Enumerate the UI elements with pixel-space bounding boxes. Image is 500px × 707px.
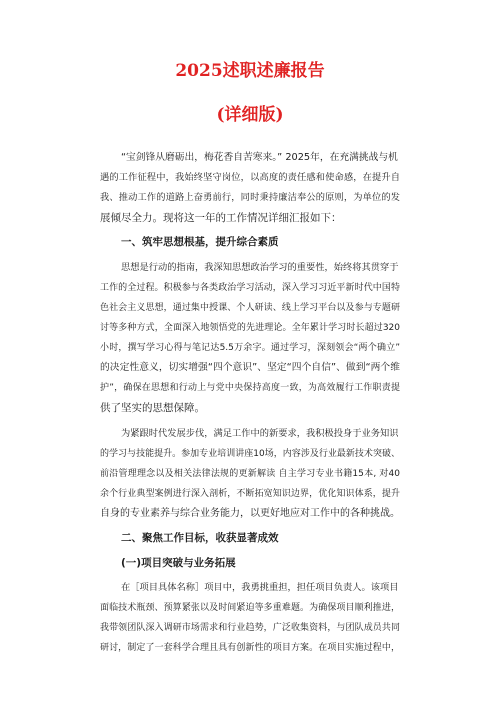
paragraph-line: 面临技术瓶颈、预算紧张以及时间紧迫等多重难题。为确保项目顺利推进， xyxy=(100,603,400,613)
paragraph-line: 我、推动工作的道路上奋勇前行，同时秉持廉洁奉公的原则，为单位的发 xyxy=(100,192,400,203)
paragraph-line: “宝剑锋从磨砺出，梅花香自苦寒来。” 2025年，在充满挑战与机 xyxy=(121,152,398,163)
paragraph-line: 色社会主义思想，通过集中授课、个人研读、线上学习平台以及参与专题研 xyxy=(100,303,400,313)
paragraph-line: 自身的专业素养与综合业务能力，以更好地应对工作中的各种挑战。 xyxy=(100,508,400,519)
paragraph-line: 护”，确保在思想和行动上与党中央保持高度一致，为高效履行工作职责提 xyxy=(100,383,400,393)
subsection-heading: (一)项目突破与业务拓展 xyxy=(121,557,236,569)
paragraph-line: 在［项目具体名称］项目中，我勇挑重担，担任项目负责人。该项目 xyxy=(121,582,399,593)
paragraph-line: 小时，撰写学习心得与笔记达5.5万余字。通过学习，深刻领会“两个确立” xyxy=(100,343,400,353)
paragraph-line: 余个行业典型案例进行深入剖析，不断拓宽知识边界，优化知识体系，提升 xyxy=(100,489,400,499)
paragraph-line: 研讨，制定了一套科学合理且具有创新性的项目方案。在项目实施过程中， xyxy=(100,643,400,653)
paragraph-line: 展倾尽全力。现将这一年的工作情况详细汇报如下： xyxy=(100,212,342,224)
paragraph-line: 遇的工作征程中，我始终坚守岗位，以高度的责任感和使命感，在提升自 xyxy=(100,172,400,183)
paragraph-line: 的学习与技能提升。参加专业培训讲座10场，内容涉及行业最新技术突破、 xyxy=(100,449,400,459)
paragraph-line: 供了坚实的思想保障。 xyxy=(100,402,205,414)
document-title: 2025述职述廉报告 xyxy=(175,61,325,81)
section-heading: 一、筑牢思想根基，提升综合素质 xyxy=(121,236,279,248)
paragraph-line: 为紧跟时代发展步伐，满足工作中的新要求，我积极投身于业务知识 xyxy=(121,428,399,439)
paragraph-line: 的决定性意义，切实增强“四个意识”、坚定“四个自信”、做到“两个维 xyxy=(100,362,400,373)
paragraph-line: 我带领团队深入调研市场需求和行业趋势，广泛收集资料，与团队成员共同 xyxy=(100,623,400,633)
paragraph-line: 讨等多种方式，全面深入地领悟党的先进理论。全年累计学习时长超过320 xyxy=(100,323,400,333)
paragraph-line: 思想是行动的指南，我深知思想政治学习的重要性，始终将其贯穿于 xyxy=(121,262,399,273)
document-subtitle: (详细版) xyxy=(216,105,284,125)
paragraph-line: 前沿管理理念以及相关法律法规的更新解读 自主学习专业书籍15本, 对40 xyxy=(100,469,400,479)
paragraph-line: 工作的全过程。积极参与各类政治学习活动，深入学习习近平新时代中国特 xyxy=(100,283,400,293)
section-heading: 二、聚焦工作目标，收获显著成效 xyxy=(121,532,279,544)
